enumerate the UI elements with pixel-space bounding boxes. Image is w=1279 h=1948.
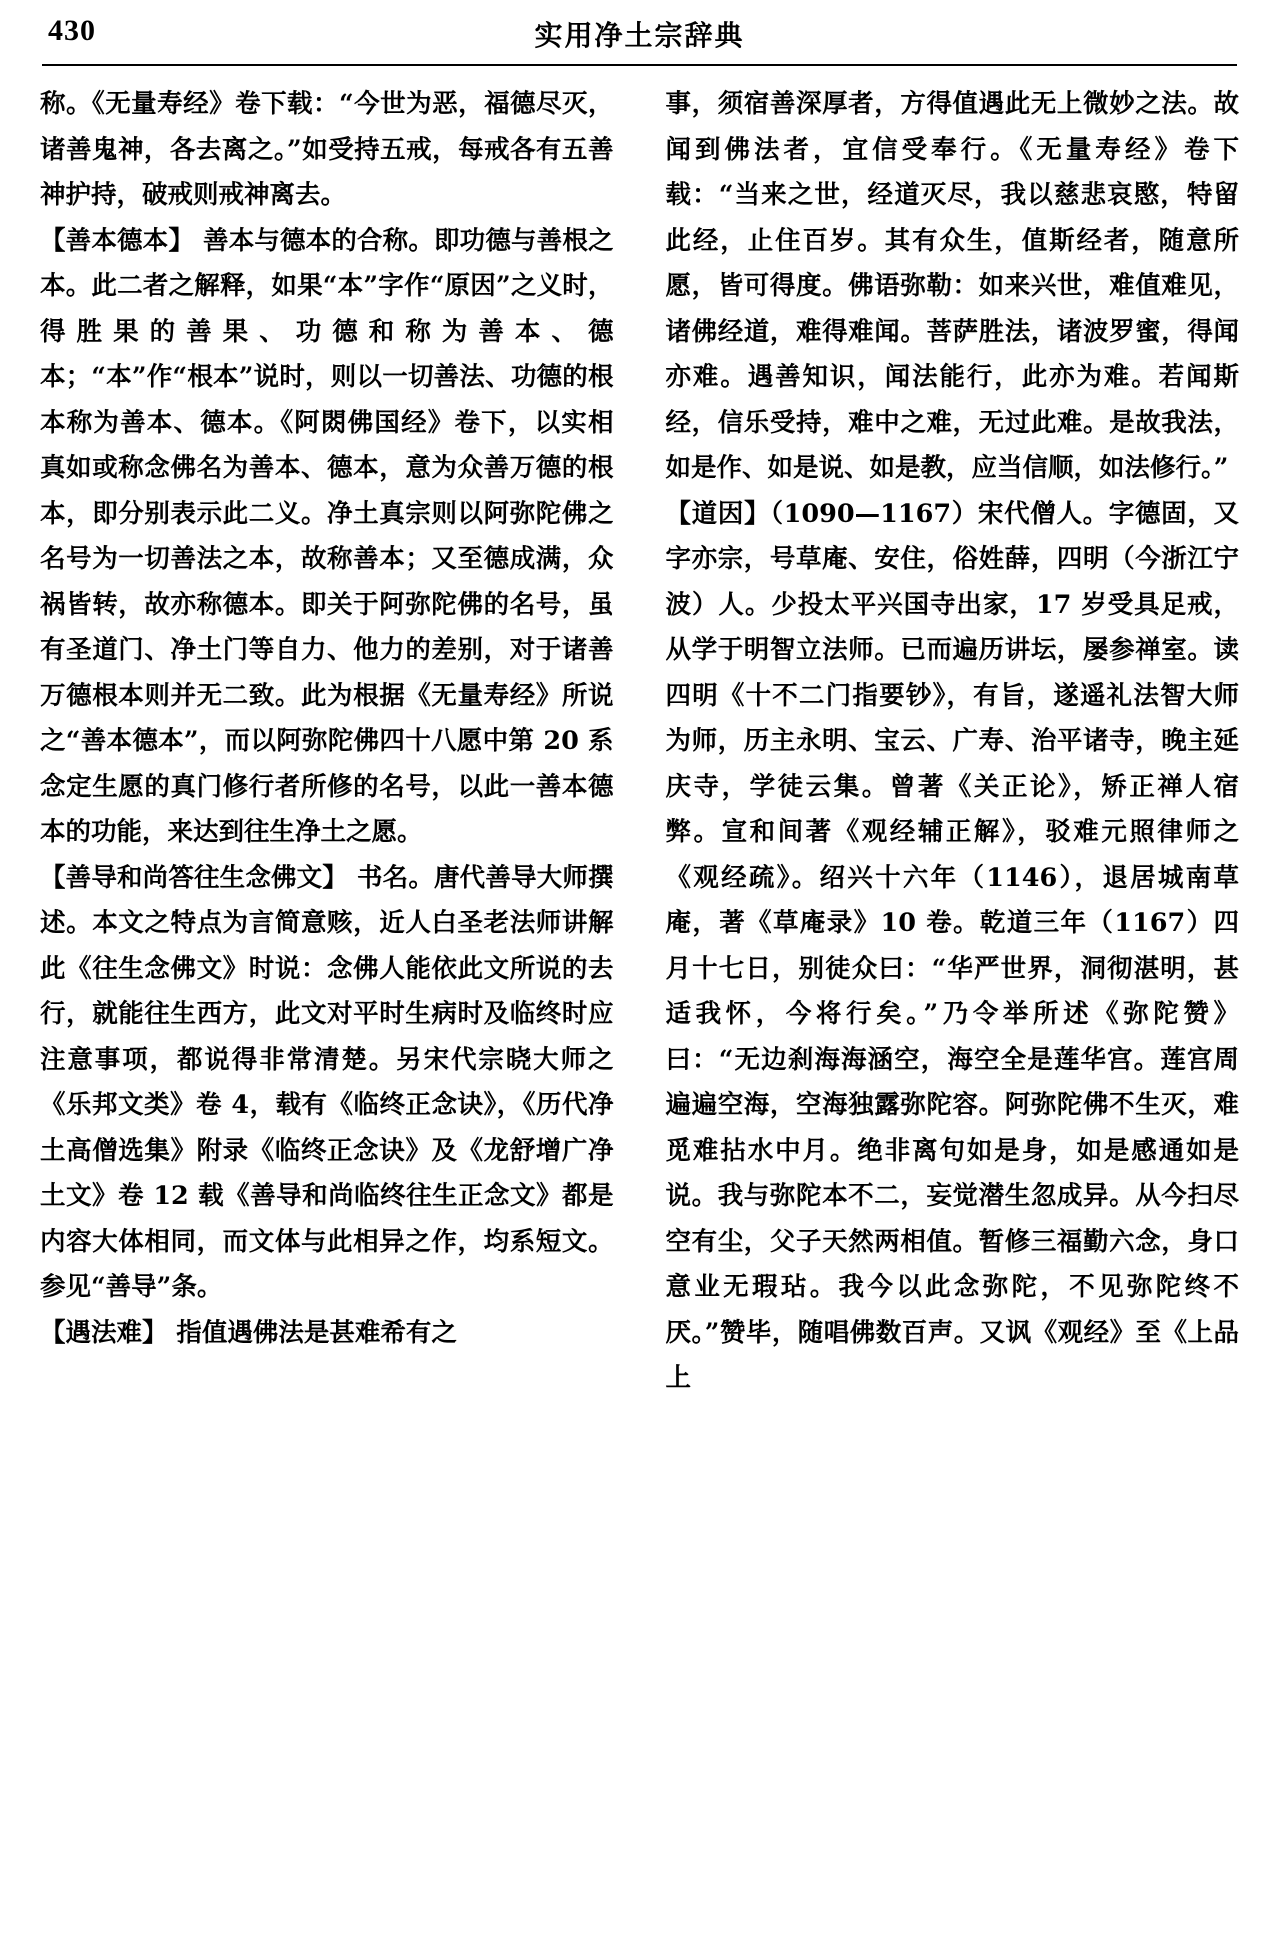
dictionary-entry: 【遇法难】 指值遇佛法是甚难希有之	[40, 1317, 457, 1348]
column-right	[640, 82, 1240, 1922]
paragraph: 称。《无量寿经》卷下载：“今世为恶，福德尽灭，诸善鬼神，各去离之。”如受持五戒，每戒各有五善神护持，破戒则戒神离去。	[40, 89, 614, 210]
header-rule	[42, 64, 1237, 66]
column-left	[40, 82, 640, 1922]
dictionary-entry: 【道因】（1090—1167）宋代僧人。字德固，又字亦宗，号草庵、安住，俗姓薛，四明（今浙江宁波）人。少投太平兴国寺出家，17 岁受具足戒，从学于明智立法师。已而遍历讲坛，屡参禅室。读四明《十不二门指要钞》，有旨，遂遥礼法智大师为师，历主永明、宝云、广寿、治平诸寺，晚主延庆寺，学徒云集。曾著《关正论》，矫正禅人宿弊。宣和间著《观经辅正解》，驳难元照律师之《观经疏》。绍兴十六年（1146），退居城南草庵，著《草庵录》10 卷。乾道三年（1167）四月十七日，别徒众曰：“华严世界，洞彻湛明，甚适我怀，今将行矣。”乃令举所述《弥陀赞》曰：“无边刹海海涵空，海空全是莲华宫。莲宫周遍遍空海，空海独露弥陀容。阿弥陀佛不生灭，难觅难拈水中月。绝非离句如是身，如是感通如是说。我与弥陀本不二，妄觉潜生忽成异。从今扫尽空有尘，父子天然两相值。暂修三福勤六念，身口意业无瑕玷。我今以此念弥陀，不见弥陀终不厌。”赞毕，随唱佛数百声。又讽《观经》至《上品上	[665, 498, 1239, 1393]
paragraph: 事，须宿善深厚者，方得值遇此无上微妙之法。故闻到佛法者，宜信受奉行。《无量寿经》卷下载：“当来之世，经道灭尽，我以慈悲哀愍，特留此经，止住百岁。其有众生，值斯经者，随意所愿，皆可得度。佛语弥勒：如来兴世，难值难见，诸佛经道，难得难闻。菩萨胜法，诸波罗蜜，得闻亦难。遇善知识，闻法能行，此亦为难。若闻斯经，信乐受持，难中之难，无过此难。是故我法，如是作、如是说、如是教，应当信顺，如法修行。”	[665, 89, 1239, 483]
running-title: 实用净土宗辞典	[534, 19, 745, 52]
text-columns	[40, 82, 1239, 1922]
dictionary-entry: 【善本德本】 善本与德本的合称。即功德与善根之本。此二者之解释，如果“本”字作“原因”之义时，得胜果的善果、功德和称为善本、德本；“本”作“根本”说时，则以一切善法、功德的根本称为善本、德本。《阿閦佛国经》卷下，以实相真如或称念佛名为善本、德本，意为众善万德的根本，即分别表示此二义。净土真宗则以阿弥陀佛之名号为一切善法之本，故称善本；又至德成满，众祸皆转，故亦称德本。即关于阿弥陀佛的名号，虽有圣道门、净土门等自力、他力的差别，对于诸善万德根本则并无二致。此为根据《无量寿经》所说之“善本德本”，而以阿弥陀佛四十八愿中第 20 系念定生愿的真门修行者所修的名号，以此一善本德本的功能，来达到往生净土之愿。	[40, 225, 614, 847]
dictionary-entry: 【善导和尚答往生念佛文】 书名。唐代善导大师撰述。本文之特点为言简意赅，近人白圣老法师讲解此《往生念佛文》时说：念佛人能依此文所说的去行，就能往生西方，此文对平时生病时及临终时应注意事项，都说得非常清楚。另宋代宗晓大师之《乐邦文类》卷 4，载有《临终正念诀》，《历代净土高僧选集》附录《临终正念诀》及《龙舒增广净土文》卷 12 载《善导和尚临终往生正念文》都是内容大体相同，而文体与此相异之作，均系短文。参见“善导”条。	[40, 862, 614, 1302]
page-header	[40, 14, 1239, 60]
page-number: 430	[48, 14, 96, 47]
